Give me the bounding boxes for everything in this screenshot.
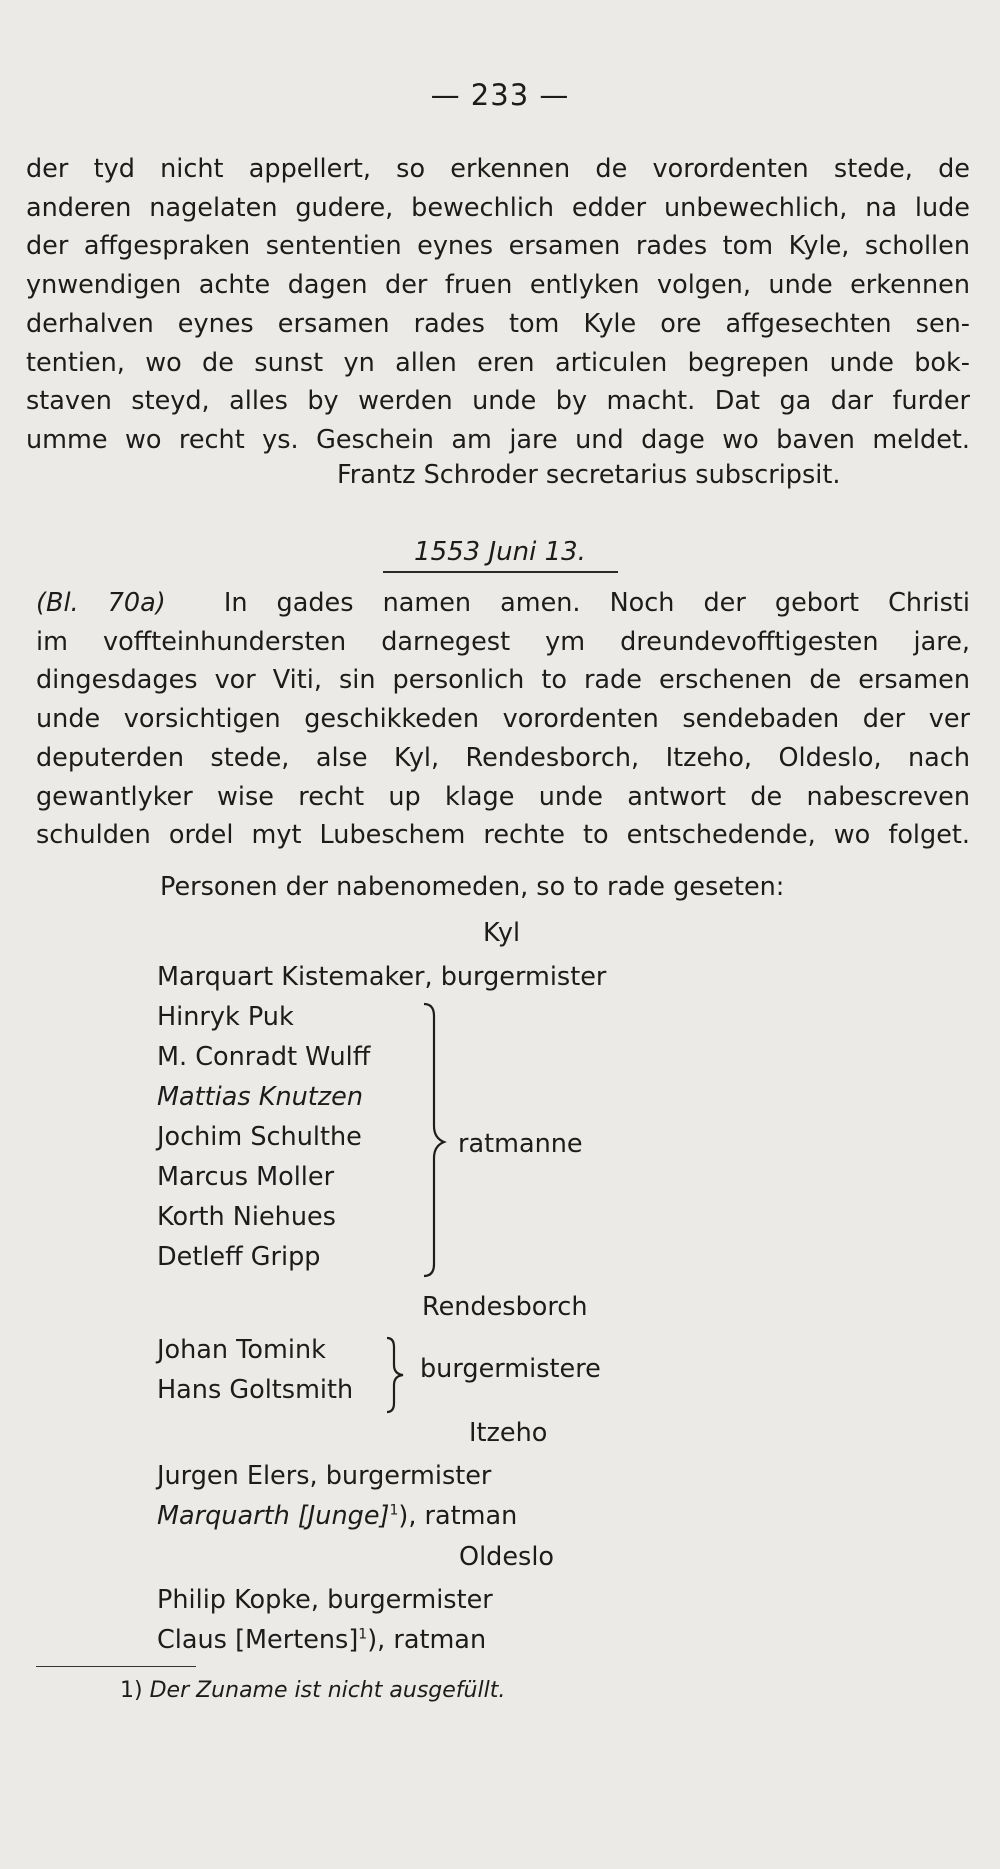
text-line: im voffteinhundersten darnegest ym dreundevofftigesten jare, (36, 626, 970, 657)
text-line: unde vorsichtigen geschikkeden vorordenten sendebaden der ver (36, 704, 970, 735)
kyl-council-label: ratmanne (458, 1129, 583, 1159)
kyl-councillor: Hinryk Puk (157, 1002, 294, 1032)
itzeho-councillor-suffix: ), ratman (398, 1501, 518, 1531)
oldeslo-mayor: Philip Kopke, burgermister (157, 1585, 493, 1615)
text-line: staven steyd, alles by werden unde by macht. Dat ga dar furder (26, 386, 970, 417)
rendesborch-mayors-label: burgermistere (420, 1354, 601, 1384)
kyl-brace (420, 1000, 450, 1280)
footnote (120, 1678, 505, 1703)
folio-reference: (Bl. 70a) (36, 588, 166, 618)
persons-intro: Personen der nabenomeden, so to rade geseten: (160, 872, 785, 902)
text-line (36, 584, 970, 623)
text-line: tentien, wo de sunst yn allen eren articulen begrepen unde bok- (26, 347, 970, 378)
page-number: — 233 — (430, 78, 570, 112)
text-line: anderen nagelaten gudere, bewechlich edder unbewechlich, na lude (26, 192, 970, 223)
city-oldeslo: Oldeslo (459, 1542, 555, 1572)
text-line: gewantlyker wise recht up klage unde antwort de nabescreven (36, 781, 970, 812)
city-kyl: Kyl (483, 918, 521, 948)
rendesborch-mayor: Johan Tomink (157, 1335, 326, 1365)
kyl-councillor: Jochim Schulthe (157, 1122, 362, 1152)
footnote-rule (36, 1666, 196, 1667)
kyl-mayor: Marquart Kistemaker, burgermister (157, 962, 607, 992)
text-line: ynwendigen achte dagen der fruen entlyken volgen, unde erkennen (26, 270, 970, 301)
text-line: der tyd nicht appellert, so erkennen de vorordenten stede, de (26, 154, 970, 184)
text-line: schulden ordel myt Lubeschem rechte to entschedende, wo folget. (36, 820, 970, 851)
text-line: dingesdages vor Viti, sin personlich to rade erschenen de ersamen (36, 665, 970, 696)
kyl-councillor: Mattias Knutzen (157, 1082, 364, 1112)
rendesborch-brace (383, 1335, 413, 1415)
kyl-councillor: Marcus Moller (157, 1162, 335, 1192)
heading-underline (383, 571, 618, 573)
text-line: derhalven eynes ersamen rades tom Kyle ore affgesechten sen- (26, 308, 970, 339)
footnote-marker: 1) (120, 1678, 143, 1703)
text-line: deputerden stede, alse Kyl, Rendesborch, Itzeho, Oldeslo, nach (36, 742, 970, 773)
subscription-line: Frantz Schroder secretarius subscripsit. (337, 460, 841, 490)
kyl-councillor: Korth Niehues (157, 1202, 336, 1232)
date-heading: 1553 Juni 13. (414, 537, 586, 567)
oldeslo-councillor-name: Claus [Mertens] (157, 1625, 359, 1655)
text-line: der affgespraken sententien eynes ersamen rades tom Kyle, schollen (26, 231, 970, 262)
kyl-councillor: M. Conradt Wulff (157, 1042, 371, 1072)
text-span: In gades namen amen. Noch der gebort Christi (223, 588, 971, 618)
city-rendesborch: Rendesborch (422, 1292, 588, 1322)
oldeslo-councillor-suffix: ), ratman (367, 1625, 487, 1655)
paragraph-1 (26, 150, 970, 460)
city-itzeho: Itzeho (469, 1418, 548, 1448)
itzeho-councillor (157, 1501, 517, 1531)
kyl-councillor: Detleff Gripp (157, 1242, 321, 1272)
oldeslo-councillor (157, 1625, 486, 1655)
itzeho-councillor-name: Marquarth [Junge] (157, 1501, 390, 1531)
text-line: umme wo recht ys. Geschein am jare und dage wo baven meldet. (26, 424, 970, 455)
footnote-marker: 1 (358, 1626, 368, 1643)
footnote-marker: 1 (389, 1502, 399, 1519)
paragraph-2 (36, 584, 970, 855)
footnote-text: Der Zuname ist nicht ausgefüllt. (149, 1678, 506, 1703)
rendesborch-mayor: Hans Goltsmith (157, 1375, 354, 1405)
itzeho-mayor: Jurgen Elers, burgermister (157, 1461, 492, 1491)
